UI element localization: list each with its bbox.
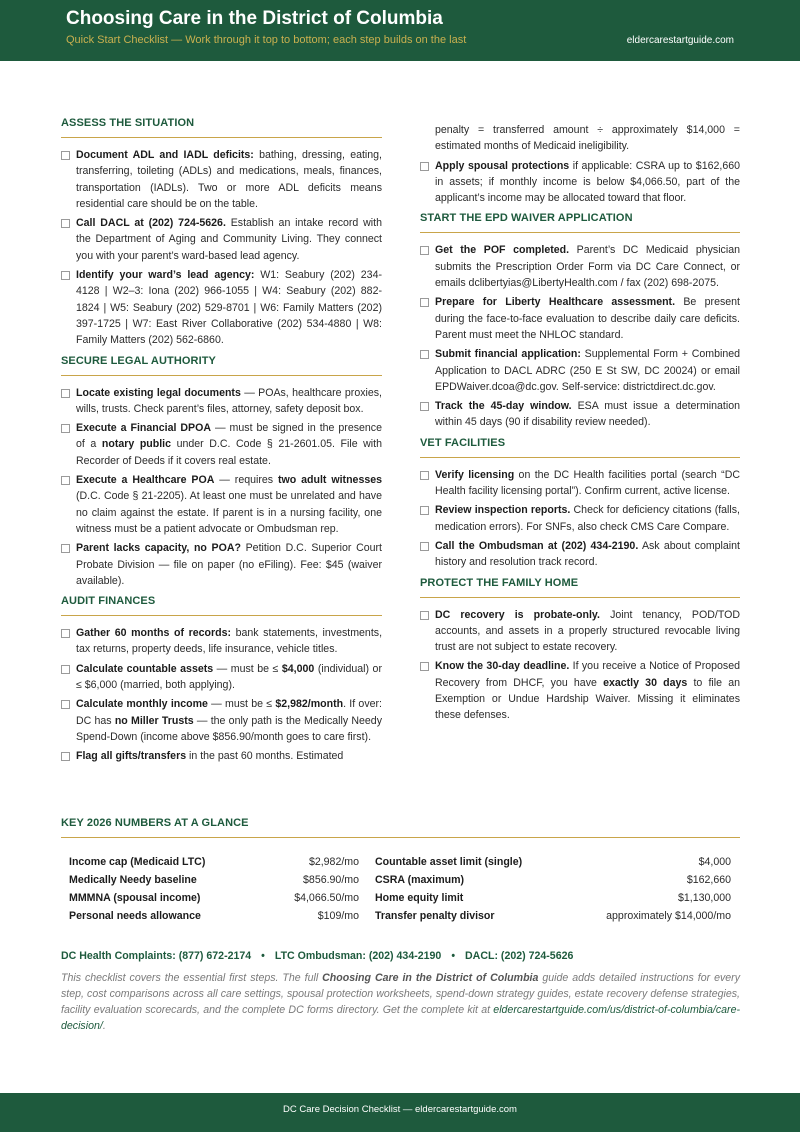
- key-numbers-table: [61, 853, 740, 928]
- item-heading: Flag all gifts/transfers: [76, 750, 187, 763]
- item-heading: Document ADL and IADL deficits:: [76, 149, 254, 161]
- key-number-row: [69, 871, 359, 889]
- checklist-item: [61, 625, 382, 658]
- checklist-item: [420, 158, 740, 207]
- key-number-row: [375, 871, 731, 889]
- item-emphasis: $4,000: [281, 662, 315, 675]
- separator-dot: •: [261, 950, 265, 962]
- checklist-item: [61, 696, 382, 745]
- checkbox[interactable]: [420, 471, 429, 480]
- item-text: If you receive a Notice of Proposed Recovery from DHCF, you have: [435, 660, 740, 689]
- item-heading: DC recovery is probate-only.: [435, 608, 600, 621]
- item-emphasis: notary public: [101, 438, 172, 451]
- item-heading: Get the POF completed.: [435, 244, 570, 257]
- checklist-item: [61, 147, 382, 212]
- checklist-item: [61, 472, 382, 537]
- checklist-item: [61, 661, 382, 694]
- checkbox[interactable]: [61, 219, 70, 228]
- checklist-item: [61, 420, 382, 469]
- item-text: Joint tenancy, POD/TOD accounts, and assets in a properly structured revocable living trust are not subject to estate recovery.: [435, 608, 740, 654]
- key-label: Income cap (Medicaid LTC): [69, 856, 206, 868]
- checkbox[interactable]: [420, 542, 429, 551]
- contact-dacl[interactable]: DACL: (202) 724-5626: [465, 950, 574, 962]
- note-text: This checklist covers the essential first steps. The full: [61, 972, 323, 984]
- checklist-item: [61, 540, 382, 589]
- item-heading: Parent lacks capacity, no POA?: [76, 542, 241, 555]
- key-numbers-section: [61, 817, 740, 928]
- item-heading: Call the Ombudsman at (202) 434-2190.: [435, 539, 639, 552]
- key-label: MMMNA (spousal income): [69, 892, 201, 904]
- checkbox[interactable]: [420, 162, 429, 171]
- item-heading: Calculate countable assets: [76, 662, 214, 675]
- item-text: on the DC Health facilities portal (search “DC Health facility licensing portal”). Confirm current, active license.: [435, 468, 740, 498]
- checklist-item: [420, 294, 740, 343]
- item-heading: Prepare for Liberty Healthcare assessment.: [435, 296, 676, 309]
- item-heading: Execute a Financial DPOA: [76, 422, 211, 435]
- contact-ombudsman[interactable]: LTC Ombudsman: (202) 434-2190: [274, 950, 442, 962]
- separator-dot: •: [451, 950, 456, 962]
- item-heading: Call DACL at (202) 724-5626.: [76, 217, 226, 230]
- checklist-item: [61, 748, 382, 764]
- checkbox[interactable]: [61, 752, 70, 761]
- item-text: Be present during the face-to-face evaluation to describe daily care deficits. Parent must meet the NHLOC standard.: [435, 296, 740, 341]
- item-emphasis: two adult witnesses: [278, 474, 383, 487]
- item-text: W1: Seabury (202) 234-4128 | W2–3: Iona (202) 966-1055 | W4: Seabury (202) 882-1824 | W5: Seabury (202) 529-8701 | W6: Family Matters (202) 397-1725 | W7: East River Collaborative (202) 534-4880 | W8: Family Matters (202) 562-6860.: [76, 269, 382, 347]
- item-text: (individual) or ≤ $6,000 (married, both applying).: [76, 662, 382, 692]
- key-label: Personal needs allowance: [69, 910, 201, 922]
- checklist-item: [420, 658, 740, 723]
- note-guide-title: Choosing Care in the District of Columbia: [322, 972, 539, 984]
- item-text: bank statements, investments, tax returns, property deeds, life insurance, vehicle titles.: [76, 627, 383, 656]
- checkbox[interactable]: [420, 298, 429, 307]
- section-title-protect: PROTECT THE FAMILY HOME: [420, 577, 740, 598]
- item-text: if applicable: CSRA up to $162,660 in assets; if monthly income is below $4,066.50, part of the applicant’s income may be allocated toward that floor.: [435, 159, 740, 205]
- item-text: — must be signed in the presence of a: [76, 422, 382, 451]
- item-text: to file an Exemption or Undue Hardship Waiver. Missing it eliminates these defenses.: [435, 676, 740, 722]
- section-title-legal: SECURE LEGAL AUTHORITY: [61, 355, 382, 376]
- item-text: (D.C. Code § 21-2205). At least one must be unrelated and have no claim against the estate. If parent is in a nursing facility, one witness must be a patient advocate or Ombudsman rep.: [76, 490, 382, 535]
- item-text: — the only path is the Medically Needy Spend-Down (income above $856.90/month goes to care first).: [76, 714, 382, 743]
- item-heading: Identify your ward’s lead agency:: [76, 269, 255, 282]
- key-value: $2,982/mo: [308, 856, 359, 868]
- checklist-item: [61, 215, 382, 264]
- item-heading: Review inspection reports.: [435, 504, 571, 517]
- left-column: [61, 117, 382, 768]
- checklist-item: [420, 607, 740, 656]
- item-text: . If over: DC has: [76, 698, 382, 727]
- item-text: under D.C. Code § 21-2601.05. File with Recorder of Deeds if it covers real estate.: [76, 438, 382, 467]
- checkbox[interactable]: [61, 424, 70, 433]
- item-heading: Know the 30-day deadline.: [435, 660, 570, 673]
- closing-note: [61, 970, 740, 1034]
- page-subtitle: Quick Start Checklist — Work through it top to bottom; each step builds on the last: [66, 34, 467, 46]
- checklist-item: [420, 346, 740, 395]
- key-value: $4,000: [698, 856, 731, 868]
- footer-bar: [0, 1093, 800, 1132]
- item-heading: Locate existing legal documents: [76, 386, 241, 399]
- item-text: in the past 60 months. Estimated: [186, 750, 344, 763]
- item-text: Petition D.C. Superior Court Probate Division — file on paper (no eFiling). Fee: $45 (waiver available).: [76, 542, 382, 587]
- page-title: Choosing Care in the District of Columbia: [66, 8, 443, 29]
- key-label: Home equity limit: [375, 892, 464, 904]
- checkbox[interactable]: [61, 151, 70, 160]
- item-text: Supplemental Form + Combined Application to DACL ADRC (250 E St SW, DC 20024) or email EPDWaiver.dcoa@dc.gov. Self-service: districtdirect.dc.gov.: [435, 348, 740, 393]
- key-number-row: [375, 889, 731, 907]
- key-number-row: [375, 907, 731, 925]
- item-text: — must be ≤: [213, 662, 282, 675]
- item-text: — POAs, healthcare proxies, wills, trusts. Check parent’s files, attorney, safety deposit box.: [76, 386, 383, 415]
- contact-dc-health[interactable]: DC Health Complaints: (877) 672-2174: [61, 950, 252, 962]
- checkbox[interactable]: [61, 629, 70, 638]
- key-number-row: [69, 853, 359, 871]
- checklist-item: [420, 242, 740, 291]
- key-label: CSRA (maximum): [375, 874, 465, 886]
- checkbox[interactable]: [420, 350, 429, 359]
- key-value: $109/mo: [317, 910, 359, 922]
- item-text: — requires: [214, 474, 278, 487]
- key-label: Transfer penalty divisor: [375, 910, 495, 922]
- item-heading: Gather 60 months of records:: [76, 627, 231, 640]
- item-heading: Track the 45-day window.: [435, 400, 572, 413]
- item-text: bathing, dressing, eating, transferring, toileting (ADLs) and medications, meals, finances, transportation (IADLs). Two or more ADL deficits means residential care should be on the table.: [76, 149, 382, 210]
- item-heading: Execute a Healthcare POA: [76, 474, 215, 487]
- item-text: Parent’s DC Medicaid physician submits the Prescription Order Form via DC Care Connect, or emails dclibertyias@LibertyHealth.com / fax (202) 698-2075.: [435, 244, 740, 290]
- item-text: Establish an intake record with the Department of Aging and Community Living. They connect you with your parent’s ward-based lead agency.: [76, 217, 382, 262]
- key-value: $4,066.50/mo: [294, 892, 359, 904]
- checkbox[interactable]: [61, 700, 70, 709]
- note-link[interactable]: eldercarestartguide.com/us/district-of-columbia/care-decision/: [61, 1004, 740, 1032]
- note-text: .: [102, 1020, 106, 1032]
- section-title-assess: ASSESS THE SITUATION: [61, 117, 382, 138]
- checkbox[interactable]: [61, 476, 70, 485]
- checkbox[interactable]: [61, 271, 70, 280]
- checkbox[interactable]: [420, 402, 429, 411]
- key-value: approximately $14,000/mo: [606, 910, 731, 922]
- key-label: Countable asset limit (single): [375, 856, 523, 868]
- header-bar: [0, 0, 800, 61]
- checkbox[interactable]: [420, 246, 429, 255]
- checkbox[interactable]: [61, 665, 70, 674]
- item-emphasis: exactly 30 days: [603, 676, 688, 689]
- item-continuation: penalty = transferred amount ÷ approximately $14,000 = estimated months of Medicaid ineligibility.: [435, 124, 740, 153]
- footer-text: DC Care Decision Checklist — eldercarestartguide.com: [283, 1104, 517, 1115]
- checkbox[interactable]: [61, 389, 70, 398]
- checklist-item: [420, 538, 740, 571]
- item-heading: Calculate monthly income: [76, 698, 208, 711]
- item-heading: Apply spousal protections: [435, 159, 570, 172]
- item-emphasis: $2,982/month: [275, 698, 344, 711]
- checklist-item: [420, 467, 740, 500]
- checklist-item: [61, 267, 382, 348]
- key-label: Medically Needy baseline: [69, 874, 197, 886]
- key-number-row: [69, 907, 359, 925]
- item-text: Check for deficiency citations (falls, medication errors). For SNFs, also check CMS Care Compare.: [435, 504, 740, 533]
- checkbox[interactable]: [420, 611, 429, 620]
- section-title-key-numbers: KEY 2026 NUMBERS AT A GLANCE: [61, 817, 740, 838]
- checklist-item: [420, 398, 740, 431]
- checkbox[interactable]: [420, 662, 429, 671]
- checkbox[interactable]: [420, 506, 429, 515]
- item-text: — must be ≤: [207, 698, 276, 711]
- key-value: $162,660: [686, 874, 731, 886]
- item-text: Ask about complaint history and resolution track record.: [435, 539, 740, 569]
- section-title-audit: AUDIT FINANCES: [61, 595, 382, 616]
- item-emphasis: no Miller Trusts: [114, 714, 194, 727]
- key-value: $1,130,000: [677, 892, 731, 904]
- contacts-line: [61, 950, 573, 962]
- section-title-epd: START THE EPD WAIVER APPLICATION: [420, 212, 740, 233]
- header-site-link[interactable]: eldercarestartguide.com: [626, 35, 734, 46]
- section-title-vet: VET FACILITIES: [420, 437, 740, 458]
- checkbox[interactable]: [61, 544, 70, 553]
- item-text: ESA must issue a determination within 45 days (90 if disability review needed).: [435, 400, 740, 429]
- checklist-item: [61, 385, 382, 418]
- key-value: $856.90/mo: [303, 874, 359, 886]
- item-heading: Submit financial application:: [435, 348, 581, 361]
- key-number-row: [69, 889, 359, 907]
- right-column: [420, 122, 740, 727]
- checklist-item: [420, 502, 740, 535]
- item-heading: Verify licensing: [435, 468, 515, 481]
- note-text: guide adds detailed instructions for every step, cost comparisons across all care settings, spousal protection worksheets, spend-down strategy guides, estate recovery defense strategies, facility evaluation scorecards, and the complete DC forms directory. Get the complete kit at: [61, 972, 741, 1016]
- key-number-row: [375, 853, 731, 871]
